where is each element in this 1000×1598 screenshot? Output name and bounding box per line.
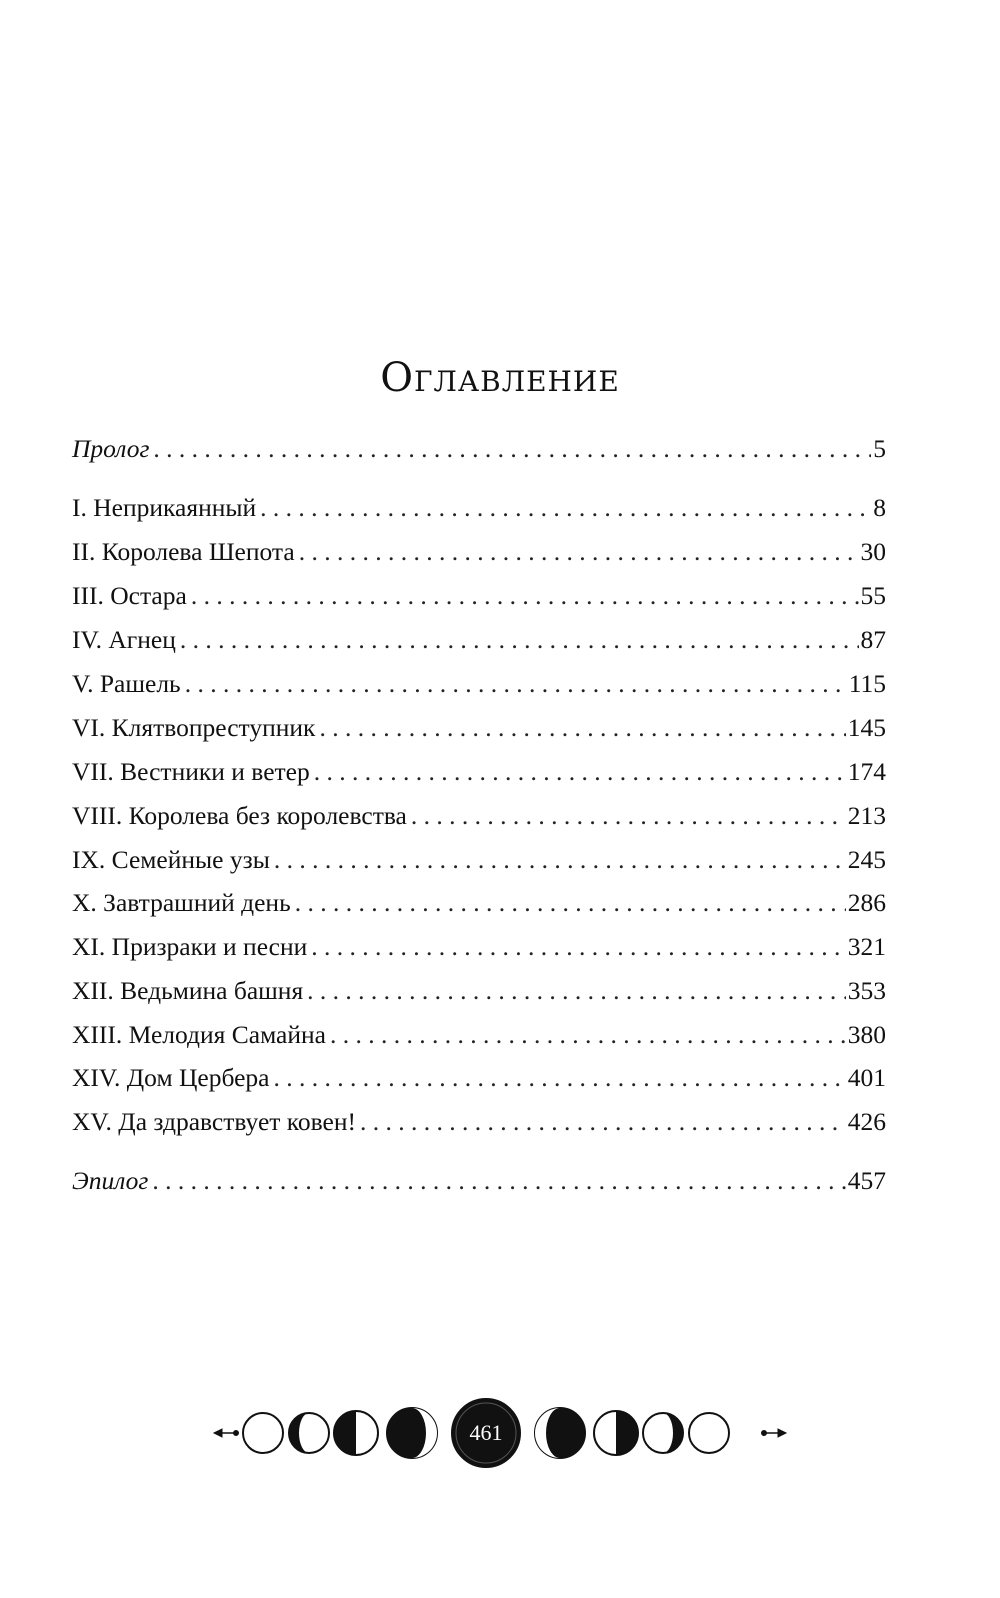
toc-entry-page: 401 — [847, 1063, 886, 1092]
toc-entry-label: XIII. Мелодия Самайна — [72, 1020, 326, 1049]
toc-entry[interactable] — [72, 667, 886, 701]
leader-dots — [360, 1105, 846, 1139]
toc-entry[interactable] — [72, 974, 886, 1008]
toc-entry-label: IX. Семейные узы — [72, 845, 270, 874]
toc-entry[interactable] — [72, 755, 886, 789]
toc-entry[interactable] — [72, 843, 886, 877]
toc-entry[interactable] — [72, 491, 886, 525]
toc-entry-label: XIV. Дом Цербера — [72, 1063, 270, 1092]
leader-dots — [153, 432, 871, 466]
toc-entry[interactable] — [72, 1018, 886, 1052]
toc-entry[interactable] — [72, 579, 886, 613]
leader-dots — [307, 974, 846, 1008]
toc-entry-page: 353 — [847, 976, 886, 1005]
page-title: Оглавление — [380, 355, 620, 401]
toc-entry-label: XV. Да здравствует ковен! — [72, 1107, 356, 1136]
waning-gibbous-moon-icon — [289, 1413, 329, 1453]
toc-entry-page: 426 — [847, 1107, 886, 1136]
toc-entry-label: I. Неприкаянный — [72, 493, 257, 522]
toc-entry-label: III. Остара — [72, 581, 187, 610]
leader-dots — [411, 799, 846, 833]
leader-dots — [260, 491, 871, 525]
toc-entry-page: 30 — [860, 537, 886, 566]
toc-entry-page: 174 — [847, 757, 886, 786]
leader-dots — [191, 579, 859, 613]
leader-dots — [311, 930, 845, 964]
leader-dots — [180, 623, 859, 657]
toc-entry-label: IV. Агнец — [72, 625, 176, 654]
toc-entry[interactable] — [72, 623, 886, 657]
toc-entry[interactable] — [72, 711, 886, 745]
toc-entry-label: II. Королева Шепота — [72, 537, 295, 566]
toc-entry-label: Пролог — [72, 434, 150, 463]
full-moon-icon — [689, 1413, 729, 1453]
toc-entry-page: 380 — [847, 1020, 886, 1049]
toc-entry-page: 245 — [847, 845, 886, 874]
full-moon-icon — [243, 1413, 283, 1453]
toc-entry-page: 213 — [847, 801, 886, 830]
toc-entry[interactable] — [72, 799, 886, 833]
toc-entry[interactable] — [72, 432, 886, 466]
toc-entry-label: X. Завтрашний день — [72, 888, 291, 917]
leader-dots — [314, 755, 846, 789]
page-number: 461 — [469, 1420, 503, 1445]
leader-dots — [319, 711, 845, 745]
toc-entry-page: 55 — [860, 581, 886, 610]
crescent-moon-icon — [535, 1408, 585, 1458]
toc-entry-label: Эпилог — [72, 1166, 149, 1195]
toc-entry-page: 8 — [873, 493, 886, 522]
toc-entry[interactable] — [72, 1105, 886, 1139]
toc-entry-label: XII. Ведьмина башня — [72, 976, 304, 1005]
leader-dots — [330, 1018, 846, 1052]
leader-dots — [273, 1061, 845, 1095]
toc-entry[interactable] — [72, 535, 886, 569]
toc-entry-page: 87 — [860, 625, 886, 654]
half-moon-icon — [594, 1411, 638, 1455]
toc-entry[interactable] — [72, 930, 886, 964]
toc-entry-page: 5 — [873, 434, 886, 463]
toc-entry-page: 457 — [847, 1166, 886, 1195]
leader-dots — [152, 1164, 845, 1198]
leader-dots — [295, 886, 846, 920]
toc-entry-page: 321 — [847, 932, 886, 961]
toc-entry-page: 115 — [848, 669, 886, 698]
right-arrow-icon — [762, 1429, 787, 1437]
toc-entry[interactable] — [72, 1164, 886, 1198]
toc-entry-label: VI. Клятвопреступник — [72, 713, 316, 742]
toc-entry[interactable] — [72, 886, 886, 920]
toc-entry-label: V. Рашель — [72, 669, 181, 698]
leader-dots — [185, 667, 847, 701]
toc-entry-label: VIII. Королева без королевства — [72, 801, 407, 830]
toc-entry-label: XI. Призраки и песни — [72, 932, 308, 961]
toc-entry[interactable] — [72, 1061, 886, 1095]
toc-entry-page: 145 — [847, 713, 886, 742]
left-arrow-icon — [214, 1429, 239, 1437]
half-moon-icon — [334, 1411, 378, 1455]
waxing-gibbous-moon-icon — [643, 1413, 683, 1453]
leader-dots — [299, 535, 859, 569]
crescent-moon-icon — [387, 1408, 437, 1458]
toc-entry-page: 286 — [847, 888, 886, 917]
toc-entry-label: VII. Вестники и ветер — [72, 757, 310, 786]
leader-dots — [274, 843, 846, 877]
